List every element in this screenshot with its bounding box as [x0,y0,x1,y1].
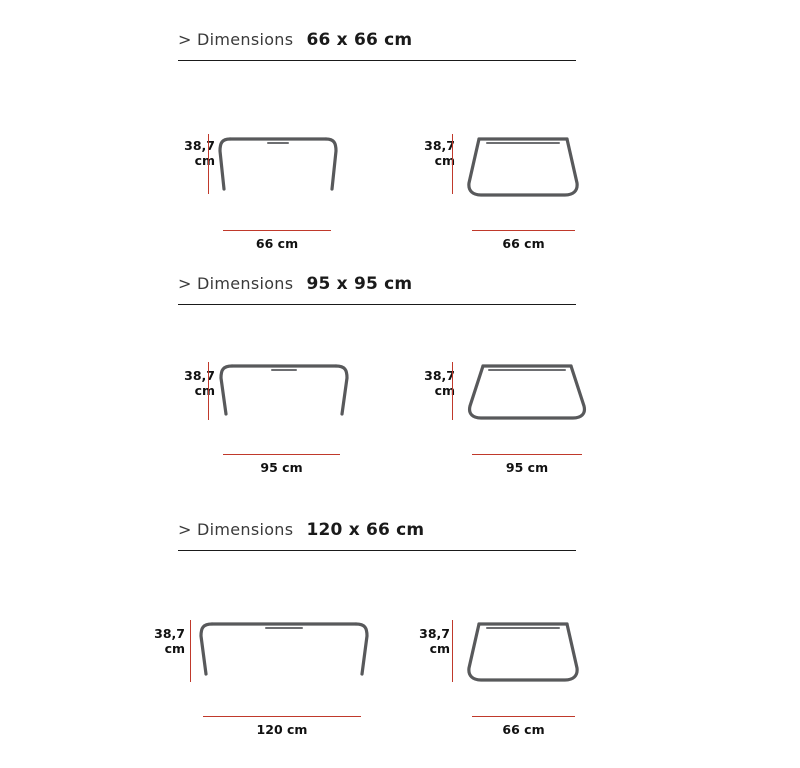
table-front-outline [198,610,398,720]
width-label: 120 cm [256,722,308,737]
table-side-outline [467,125,647,235]
side-view-95x95 [405,352,635,482]
height-unit: cm [434,153,455,168]
height-unit: cm [429,641,450,656]
width-dimension-line [472,230,575,231]
section-heading-dimensions: 66 x 66 cm [306,30,413,50]
chevron-right-icon: > [178,274,192,293]
section-heading-word: Dimensions [197,520,294,539]
height-dimension-line [208,362,209,420]
height-dimension-line [452,134,453,194]
height-dimension-line [452,620,453,682]
height-value: 38,7 [424,368,455,383]
height-unit: cm [194,383,215,398]
width-label: 95 cm [505,460,549,475]
section-heading-dimensions: 120 x 66 cm [306,520,425,540]
height-dimension-line [190,620,191,682]
section-heading [178,520,576,551]
table-side-outline [467,610,647,720]
chevron-right-icon: > [178,30,192,49]
height-value: 38,7 [184,138,215,153]
table-side-outline [467,352,657,462]
width-dimension-line [223,230,331,231]
height-value: 38,7 [154,626,185,641]
chevron-right-icon: > [178,520,192,539]
section-heading-dimensions: 95 x 95 cm [306,274,413,294]
side-view-66x66 [405,120,625,250]
side-view-120x66 [400,608,620,738]
height-unit: cm [164,641,185,656]
table-front-outline [218,125,398,235]
height-unit: cm [434,383,455,398]
width-dimension-line [223,454,340,455]
table-front-outline [218,352,408,462]
section-heading [178,274,576,305]
width-dimension-line [472,454,582,455]
width-label: 66 cm [502,236,545,251]
height-unit: cm [194,153,215,168]
front-view-95x95 [160,352,390,482]
width-dimension-line [203,716,361,717]
height-dimension-line [452,362,453,420]
section-heading [178,30,576,61]
height-value: 38,7 [419,626,450,641]
front-view-66x66 [160,120,380,250]
section-heading-word: Dimensions [197,274,294,293]
width-label: 66 cm [502,722,545,737]
width-label: 95 cm [260,460,303,475]
height-dimension-line [208,134,209,194]
width-dimension-line [472,716,575,717]
front-view-120x66 [130,608,380,738]
height-value: 38,7 [184,368,215,383]
height-value: 38,7 [424,138,455,153]
width-label: 66 cm [255,236,299,251]
section-heading-word: Dimensions [197,30,294,49]
